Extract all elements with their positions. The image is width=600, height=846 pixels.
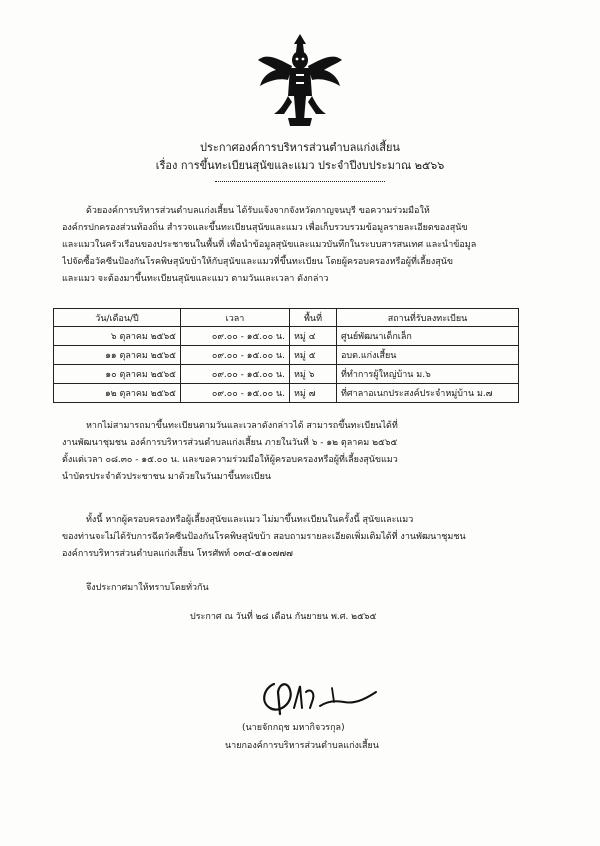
signer-name: (นายจักกฤช มหากิจวรกุล) (242, 723, 345, 733)
paragraph-line: หากไม่สามารถมาขึ้นทะเบียนตามวันและเวลาดังกล่าวได้ สามารถขึ้นทะเบียนได้ที่ (86, 421, 398, 431)
signer-position: นายกองค์การบริหารส่วนตำบลแก่งเสี้ยน (225, 741, 379, 751)
table-row (54, 365, 519, 384)
cell-place: อบต.แก่งเสี้ยน (337, 346, 519, 365)
paragraph-line: ทั้งนี้ หากผู้ครอบครองหรือผู้เลี้ยงสุนัขและแมว ไม่มาขึ้นทะเบียนในครั้งนี้ สุนัขและแมว (86, 515, 414, 525)
cell-date: ๑๒ ตุลาคม ๒๕๖๕ (54, 384, 181, 403)
paragraph-line: ของท่านจะไม่ได้รับการฉีดวัคซีนป้องกันโรคพิษสุนัขบ้า สอบถามรายละเอียดเพิ่มเติมได้ที่ งานพัฒนาชุมชน (62, 532, 466, 542)
paragraph-line: และแมว จะต้องมาขึ้นทะเบียนสุนัขและแมว ตามวันและเวลา ดังกล่าว (62, 274, 329, 284)
paragraph-intro (62, 203, 548, 288)
paragraph-line: และแมวในครัวเรือนของประชาชนในพื้นที่ เพื่อนำข้อมูลสุนัขและแมวบันทึกในระบบสารสนเทศ และนำข้อมูล (62, 240, 477, 250)
paragraph-notice (62, 512, 548, 563)
paragraph-line: องค์การบริหารส่วนตำบลแก่งเสี้ยน โทรศัพท์ ๐๓๔-๕๑๐๗๗๗ (62, 549, 293, 559)
cell-time: ๐๙.๐๐ - ๑๕.๐๐ น. (181, 327, 290, 346)
header-date: วัน/เดือน/ปี (54, 309, 181, 327)
cell-area: หมู่ ๕ (290, 346, 337, 365)
handwritten-signature-icon (250, 662, 380, 722)
paragraph-line: นำบัตรประจำตัวประชาชน มาด้วยในวันมาขึ้นทะเบียน (62, 472, 272, 482)
announcement-subject: เรื่อง การขึ้นทะเบียนสุนัขและแมว ประจำปีงบประมาณ ๒๕๖๖ (155, 159, 445, 172)
paragraph-line: องค์กรปกครองส่วนท้องถิ่น สำรวจและขึ้นทะเบียนสุนัขและแมว เพื่อเก็บรวบรวมข้อมูลรายละเอียดของสุนัข (62, 223, 468, 233)
cell-place: ที่ทำการผู้ใหญ่บ้าน ม.๖ (337, 365, 519, 384)
cell-time: ๐๙.๐๐ - ๑๕.๐๐ น. (181, 365, 290, 384)
announcement-title: ประกาศองค์การบริหารส่วนตำบลแก่งเสี้ยน (200, 141, 400, 154)
dotted-divider (215, 181, 385, 182)
cell-area: หมู่ ๔ (290, 327, 337, 346)
cell-area: หมู่ ๗ (290, 384, 337, 403)
cell-time: ๐๙.๐๐ - ๑๕.๐๐ น. (181, 346, 290, 365)
garuda-emblem-icon (250, 30, 350, 130)
table-row (54, 327, 519, 346)
table-row (54, 346, 519, 365)
cell-date: ๖ ตุลาคม ๒๕๖๕ (54, 327, 181, 346)
cell-place: ศูนย์พัฒนาเด็กเล็ก (337, 327, 519, 346)
paragraph-line: ไปจัดซื้อวัคซีนป้องกันโรคพิษสุนัขบ้าให้กับสุนัขและแมวที่ขึ้นทะเบียน โดยผู้ครอบครองหรือผู้ที่เลี้ยงสุนัข (62, 257, 454, 267)
paragraph-alternative (62, 418, 548, 486)
header-place: สถานที่รับลงทะเบียน (337, 309, 519, 327)
registration-schedule-table (53, 308, 519, 403)
header-area: พื้นที่ (290, 309, 337, 327)
cell-time: ๐๙.๐๐ - ๑๕.๐๐ น. (181, 384, 290, 403)
cell-area: หมู่ ๖ (290, 365, 337, 384)
table-row (54, 384, 519, 403)
header-time: เวลา (181, 309, 290, 327)
cell-date: ๑๐ ตุลาคม ๒๕๖๕ (54, 365, 181, 384)
cell-place: ที่ศาลาอเนกประสงค์ประจำหมู่บ้าน ม.๗ (337, 384, 519, 403)
cell-date: ๑๑ ตุลาคม ๒๕๖๕ (54, 346, 181, 365)
closing-statement: จึงประกาศมาให้ทราบโดยทั่วกัน (86, 583, 209, 593)
paragraph-line: งานพัฒนาชุมชน องค์การบริหารส่วนตำบลแก่งเสี้ยน ภายในวันที่ ๖ - ๑๒ ตุลาคม ๒๕๖๕ (62, 438, 398, 448)
paragraph-line: ด้วยองค์การบริหารส่วนตำบลแก่งเสี้ยน ได้รับแจ้งจากจังหวัดกาญจนบุรี ขอความร่วมมือให้ (86, 206, 430, 216)
announcement-date: ประกาศ ณ วันที่ ๒๘ เดือน กันยายน พ.ศ. ๒๕๖๕ (190, 612, 377, 622)
table-header-row (54, 309, 519, 327)
paragraph-line: ตั้งแต่เวลา ๐๘.๓๐ - ๑๕.๐๐ น. และขอความร่วมมือให้ผู้ครอบครองหรือผู้ที่เลี้ยงสุนัขแมว (62, 455, 398, 465)
